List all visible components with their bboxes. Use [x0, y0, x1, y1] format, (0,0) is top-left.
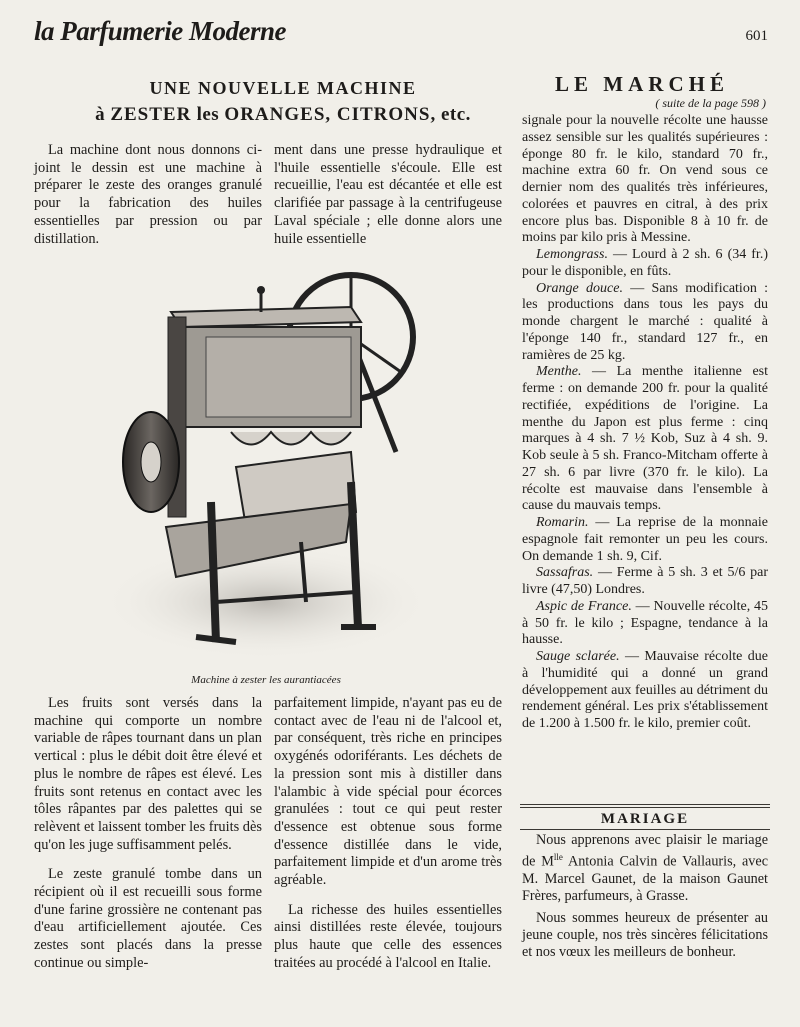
- paragraph: La machine dont nous donnons ci-joint le dessin est une machine à préparer le zeste des oranges granulé pour la fabrication des huiles essentielles par pression ou par distillation.: [34, 142, 262, 247]
- title-word-a: à: [95, 104, 106, 125]
- article-body-left: [34, 695, 262, 973]
- entry-text: — La menthe italienne est ferme : on demande 200 fr. pour la qualité rectifiée, expéditions de l'origine. La menthe du Japon est plus ferme : cinq marques à 4 sh. 7 ½ Kob, Suz à 4 sh. 9. Kob seule à 5 sh. Franco-Mitcham offerte à 27 sh. 6 par livre (370 fr. le kilo). La récolte est mauvaise dans l'ensemble à cause du mauvais temps.: [522, 364, 768, 514]
- marche-title: LE MARCHÉ: [555, 72, 729, 96]
- entry-term: Aspic de France.: [536, 598, 632, 614]
- page-number: 601: [745, 28, 768, 44]
- paragraph: Les fruits sont versés dans la machine qui comporte un nombre variable de râpes tournant dans un plan vertical : plus le débit doit être élevé et plus le nombre de râpes est élevé. Les fruits sont retenus en contact avec les tôles râpantes par des palettes qui se relèvent et laissent tomber les fruits dès qu'on les juge suffisamment pelés.: [34, 695, 262, 853]
- machine-illustration: [96, 242, 436, 667]
- mariage-title: MARIAGE: [600, 811, 690, 827]
- article-body-right: [274, 695, 502, 973]
- title-word-les: les: [196, 104, 220, 125]
- title-word-oranges: ORANGES, CITRONS: [224, 104, 431, 125]
- marche-column: [522, 113, 768, 733]
- entry-term: Orange douce.: [536, 280, 623, 296]
- title-word-zester: ZESTER: [110, 104, 192, 125]
- section-divider: [520, 829, 770, 830]
- paragraph: Nous sommes heureux de présenter au jeune couple, nos très sincères félicitations et nos vœux les meilleurs de bonheur.: [522, 909, 768, 960]
- paragraph: La richesse des huiles essentielles ainsi distillées reste élevée, toujours plus haute que celle des essences traitées au procédé à l'alcool en Italie.: [274, 901, 502, 971]
- mariage-text: Antonia Calvin de Vallauris, avec M. Marcel Gaunet, de la maison Gaunet Frères, parfumeurs, à Grasse.: [522, 853, 768, 905]
- market-entry: [522, 364, 768, 515]
- article-intro-right: [274, 142, 502, 248]
- entry-text: — Sans modification : les productions dans tous les pays du monde chargent le marché : qualité à l'éponge 140 fr., standard 127 fr., en ramières de 25 kg.: [522, 280, 768, 363]
- market-entry: [522, 565, 768, 599]
- paragraph: ment dans une presse hydraulique et l'huile essentielle s'écoule. Elle est recueillie, l'eau est décantée et elle est clarifiée par passage à la centrifugeuse Laval spéciale ; elle donne alors une huile essentielle: [274, 142, 502, 247]
- illustration-caption: Machine à zester les aurantiacées: [191, 674, 341, 686]
- paragraph: parfaitement limpide, n'ayant pas eu de contact avec de l'eau ni de l'alcool et, par conséquent, très riche en principes oxygénés odoriférants. Les déchets de la pression sont mis à distiller dans l'alambic à vide spécial pour écorces granulées : tout ce qui peut rester d'essence est obtenue sous forme d'essence distillée dans le vide, parfaitement limpide et d'un arome très agréable.: [274, 695, 502, 889]
- entry-term: Lemongrass.: [536, 247, 608, 262]
- marche-subtitle: ( suite de la page 598 ): [655, 96, 766, 110]
- market-entry: [522, 281, 768, 365]
- masthead-logo: la Parfumerie Moderne: [34, 16, 286, 46]
- paragraph: signale pour la nouvelle récolte une hausse assez sensible sur les qualités supérieures : éponge 80 fr. le kilo, standard 70 fr., machine extra 60 fr. On vend sous ce dernier nom des qualités très inférieures, colorées et pauvres en citral, à des prix encore plus bas. Disponible 8 à 10 fr. de moins par kilo pris à Messine.: [522, 113, 768, 246]
- mariage-sup: lle: [553, 852, 563, 863]
- entry-text: — Lourd à 2 sh. 6 (34 fr.) pour le disponible, en fûts.: [522, 247, 768, 279]
- paragraph: Le zeste granulé tombe dans un récipient où il est recueilli sous forme d'une farine grossière ne contenant pas d'eau artificiellement ajoutée. Ces zestes sont placés dans la presse continue ou simple-: [34, 866, 262, 971]
- mariage-text: Nous apprenons avec plaisir le mariage de M: [522, 832, 768, 870]
- paragraph: [522, 832, 768, 906]
- article-title-line2: [52, 104, 514, 126]
- entry-term: Romarin.: [536, 515, 589, 530]
- market-entry: [522, 649, 768, 733]
- market-entry: [522, 599, 768, 649]
- entry-text: — La reprise de la monnaie espagnole fait remonter un peu les cours. On demande 1 sh. 9, Cif.: [522, 515, 768, 564]
- entry-term: Menthe.: [536, 364, 582, 380]
- entry-text: — Mauvaise récolte due à l'humidité qui a donné un grand développement aux feuilles au détriment du rendement général. Les prix s'établissement de 1.200 à 1.500 fr. le kilo, premier coût.: [522, 649, 768, 731]
- entry-term: Sauge sclarée.: [536, 649, 620, 664]
- entry-term: Sassafras.: [536, 565, 594, 581]
- mariage-column: [522, 832, 768, 961]
- title-word-etc: , etc.: [430, 104, 471, 125]
- entry-text: — Ferme à 5 sh. 3 et 5/6 par livre (47,50) Londres.: [522, 565, 768, 597]
- section-divider: [520, 804, 770, 808]
- article-intro-left: [34, 142, 262, 248]
- entry-text: — Nouvelle récolte, 45 à 50 fr. le kilo ; Espagne, tendance à la hausse.: [522, 598, 769, 648]
- market-entry: [522, 515, 768, 565]
- article-title-line1: UNE NOUVELLE MACHINE: [149, 78, 417, 98]
- market-entry: [522, 247, 768, 281]
